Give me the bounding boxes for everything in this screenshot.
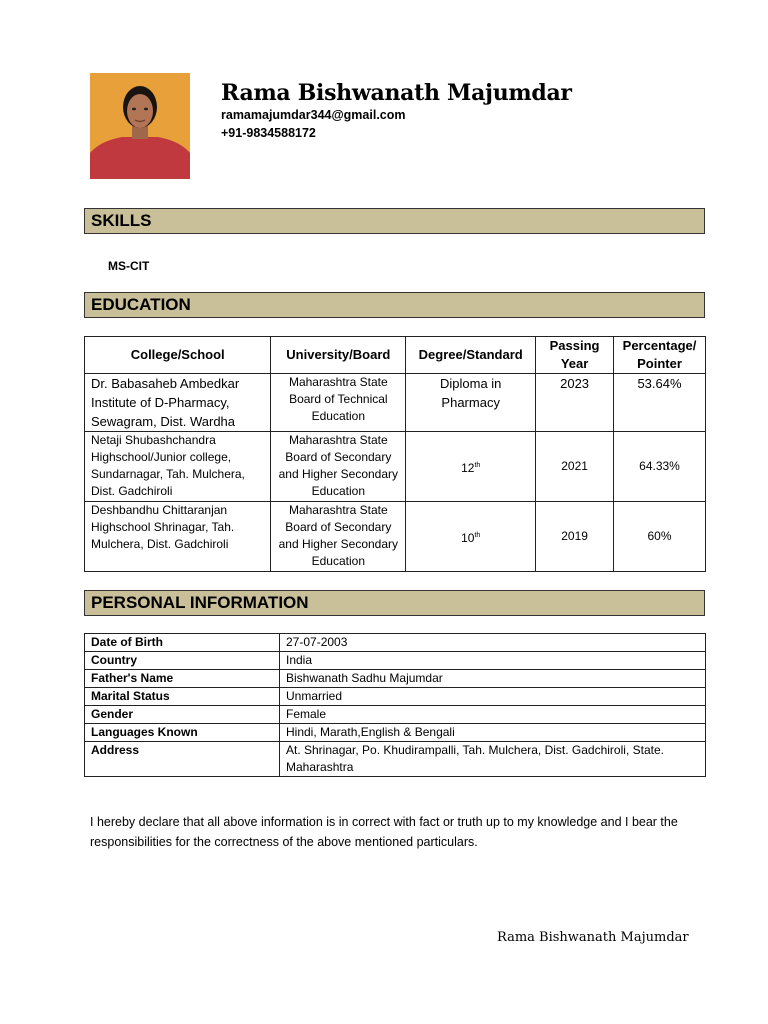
- col-header-board: University/Board: [271, 337, 406, 374]
- board-cell: Maharashtra State Board of Technical Education: [271, 374, 406, 432]
- education-table: [84, 336, 706, 572]
- personal-header: [84, 590, 705, 616]
- table-row: [85, 724, 706, 742]
- info-value: Unmarried: [280, 688, 706, 706]
- info-value: At. Shrinagar, Po. Khudirampalli, Tah. Mulchera, Dist. Gadchiroli, State. Maharashtra: [280, 742, 706, 777]
- degree-cell: [406, 432, 536, 502]
- col-header-school: College/School: [85, 337, 271, 374]
- table-row: [85, 670, 706, 688]
- email-text[interactable]: ramamajumdar344@gmail.com: [221, 108, 406, 122]
- education-header: [84, 292, 705, 318]
- info-label: Languages Known: [85, 724, 280, 742]
- info-label: Address: [85, 742, 280, 777]
- degree-value: 12: [461, 460, 475, 475]
- personal-info-table: [84, 633, 706, 777]
- board-cell: Maharashtra State Board of Secondary and Higher Secondary Education: [271, 432, 406, 502]
- declaration-text: I hereby declare that all above information is in correct with fact or truth up to my knowledge and I bear the responsibilities for the correctness of the above mentioned particulars.: [90, 815, 678, 849]
- profile-photo: [90, 73, 190, 179]
- year-cell: 2021: [536, 432, 614, 502]
- table-row: [85, 502, 706, 572]
- table-row: [85, 706, 706, 724]
- skills-header: [84, 208, 705, 234]
- info-label: Gender: [85, 706, 280, 724]
- info-label: Date of Birth: [85, 634, 280, 652]
- personal-title: PERSONAL INFORMATION: [91, 593, 309, 612]
- degree-value: 10: [461, 530, 475, 545]
- table-row: [85, 432, 706, 502]
- percent-cell: 53.64%: [614, 374, 706, 432]
- table-row: [85, 652, 706, 670]
- table-row: [85, 688, 706, 706]
- info-value: 27-07-2003: [280, 634, 706, 652]
- year-cell: 2019: [536, 502, 614, 572]
- signature: Rama Bishwanath Majumdar: [497, 930, 689, 945]
- degree-cell: Diploma in Pharmacy: [406, 374, 536, 432]
- col-header-degree: Degree/Standard: [406, 337, 536, 374]
- percent-cell: 64.33%: [614, 432, 706, 502]
- col-header-percent: Percentage/ Pointer: [614, 337, 706, 374]
- candidate-name: Rama Bishwanath Majumdar: [221, 80, 572, 106]
- school-cell: Deshbandhu Chittaranjan Highschool Shrinagar, Tah. Mulchera, Dist. Gadchiroli: [85, 502, 271, 572]
- degree-suffix: th: [474, 531, 481, 539]
- board-cell: Maharashtra State Board of Secondary and Higher Secondary Education: [271, 502, 406, 572]
- info-value: India: [280, 652, 706, 670]
- school-cell: Netaji Shubashchandra Highschool/Junior college, Sundarnagar, Tah. Mulchera, Dist. Gadchiroli: [85, 432, 271, 502]
- percent-cell: 60%: [614, 502, 706, 572]
- degree-suffix: th: [474, 461, 481, 469]
- info-label: Father's Name: [85, 670, 280, 688]
- info-value: Bishwanath Sadhu Majumdar: [280, 670, 706, 688]
- info-value: Hindi, Marath,English & Bengali: [280, 724, 706, 742]
- year-cell: 2023: [536, 374, 614, 432]
- phone-text: +91-9834588172: [221, 126, 316, 140]
- table-row: [85, 374, 706, 432]
- school-cell: Dr. Babasaheb Ambedkar Institute of D-Pharmacy, Sewagram, Dist. Wardha: [85, 374, 271, 432]
- degree-cell: [406, 502, 536, 572]
- skills-title: SKILLS: [91, 211, 152, 230]
- education-title: EDUCATION: [91, 295, 191, 314]
- table-row: [85, 634, 706, 652]
- col-header-year: Passing Year: [536, 337, 614, 374]
- table-header-row: [85, 337, 706, 374]
- info-value: Female: [280, 706, 706, 724]
- info-label: Country: [85, 652, 280, 670]
- info-label: Marital Status: [85, 688, 280, 706]
- skill-item: MS-CIT: [108, 259, 150, 273]
- table-row: [85, 742, 706, 777]
